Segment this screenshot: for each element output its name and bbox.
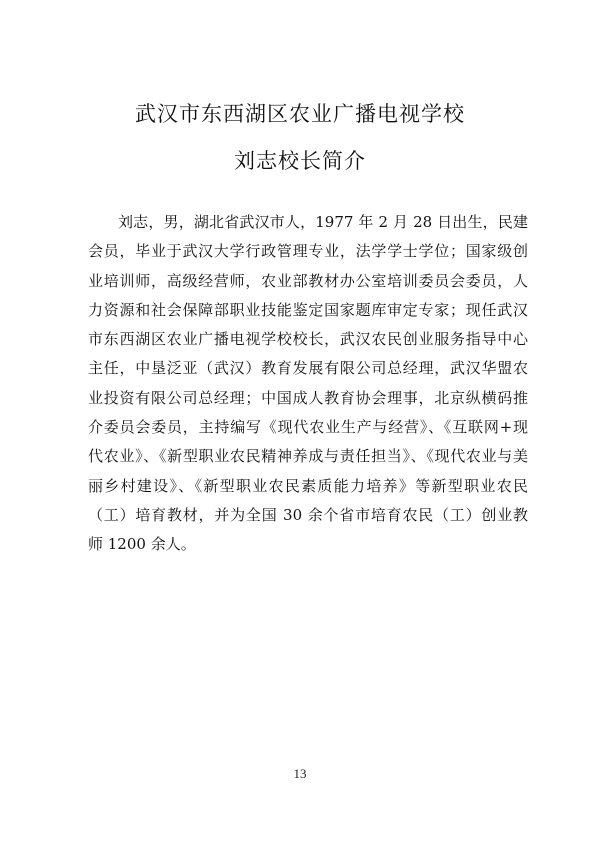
body-paragraph — [88, 208, 528, 560]
paragraph-line: 力资源和社会保障部职业技能鉴定国家题库审定专家；现任武汉 — [88, 300, 528, 319]
paragraph-line: （工）培育教材，并为全国 30 余个省市培育农民（工）创业教 — [88, 505, 528, 524]
paragraph-line: 介委员会委员，主持编写《现代农业生产与经营》、《互联网+现 — [88, 418, 528, 437]
document-title: 武汉市东西湖区农业广播电视学校 — [135, 102, 465, 126]
paragraph-line: 丽乡村建设》、《新型职业农民素质能力培养》等新型职业农民 — [88, 476, 528, 495]
paragraph-line: 会员，毕业于武汉大学行政管理专业，法学学士学位；国家级创 — [88, 242, 528, 261]
paragraph-line: 业培训师，高级经营师，农业部教材办公室培训委员会委员，人 — [88, 271, 528, 290]
paragraph-line: 代农业》、《新型职业农民精神养成与责任担当》、《现代农业与美 — [88, 447, 528, 466]
paragraph-line: 业投资有限公司总经理；中国成人教育协会理事，北京纵横码推 — [88, 388, 528, 407]
paragraph-line: 师 1200 余人。 — [88, 535, 196, 554]
paragraph-line: 刘志，男，湖北省武汉市人，1977 年 2 月 28 日出生，民建 — [118, 213, 528, 231]
paragraph-line: 市东西湖区农业广播电视学校校长，武汉农民创业服务指导中心 — [88, 330, 528, 349]
page-number: 13 — [293, 766, 307, 781]
paragraph-line: 主任，中垦泛亚（武汉）教育发展有限公司总经理，武汉华盟农 — [88, 359, 528, 378]
document-subtitle: 刘志校长简介 — [234, 149, 366, 173]
